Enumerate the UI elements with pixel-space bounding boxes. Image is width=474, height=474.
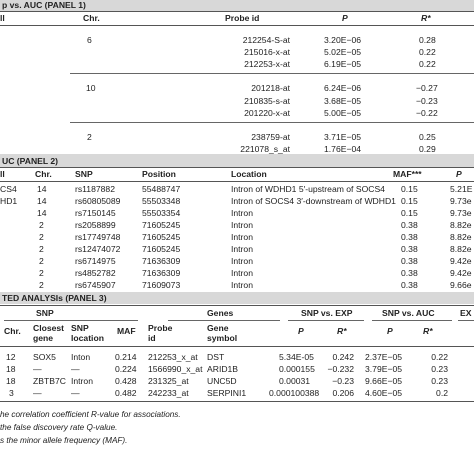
panel3-location: Intron [71,376,93,386]
panel3-location: — [71,388,80,398]
panel2-position: 71636309 [142,268,181,278]
panel2-maf: 0.38 [401,280,418,290]
panel1-probe: 212253-x-at [244,59,290,69]
panel3-probe: 242233_at [148,388,189,398]
panel3-maf: 0.482 [115,388,137,398]
panel2-chr: 14 [37,184,47,194]
panel3-r2: 0.22 [431,352,448,362]
panel1-p: 1.76E−04 [324,144,362,154]
panel1-r: 0.28 [419,35,436,45]
panel2-location: Intron [231,268,253,278]
panel1-header-probe: Probe id [225,13,260,23]
panel3-header-chr: Chr. [4,326,21,336]
panel3-gene: — [33,388,42,398]
panel1-probe: 210835-s-at [244,96,290,106]
panel2-location: Intron [231,244,253,254]
panel1-r: −0.23 [416,96,438,106]
panel3-header-p: P [298,326,304,336]
panel3-probe: 212253_x_at [148,352,198,362]
divider [0,25,474,26]
panel2-gene: HD1 [0,196,18,206]
panel2-location: Intron [231,256,253,266]
panel3-group-snp: SNP [36,308,54,318]
panel3-symbol: UNC5D [207,376,237,386]
panel1-group-chr: 2 [87,132,92,142]
panel2-snp: rs4852782 [75,268,116,278]
panel3-maf: 0.428 [115,376,137,386]
panel1-r: 0.22 [419,47,436,57]
panel2-snp: rs1187882 [75,184,115,194]
panel3-p2: 9.66E−05 [365,376,403,386]
panel2-location: Intron [231,232,253,242]
panel2-header-maf: MAF*** [393,169,422,179]
panel2-location: Intron [231,280,253,290]
panel3-header-closest: Closest [33,323,65,333]
panel3-r2: 0.23 [431,376,448,386]
panel3-group-snp-exp: SNP vs. EXP [301,308,353,318]
panel3-symbol: ARID1B [207,364,239,374]
panel3-header-location: location [71,333,104,343]
panel2-header-chr: Chr. [35,169,52,179]
panel2-maf: 0.15 [401,184,418,194]
panel3-gene: ZBTB7C [33,376,66,386]
panel2-maf: 0.38 [401,256,418,266]
panel2-chr: 2 [39,280,44,290]
panel2-location: Intron [231,208,253,218]
panel3-symbol: DST [207,352,225,362]
panel3-symbol: SERPINI1 [207,388,247,398]
panel1-r: 0.25 [419,132,436,142]
panel2-p: 8.82e [450,232,472,242]
panel1-r: −0.22 [416,108,438,118]
panel1-p: 3.71E−05 [324,132,362,142]
panel1-p: 5.02E−05 [324,47,362,57]
panel3-r2: 0.23 [431,364,448,374]
panel2-header-p: P [456,169,462,179]
panel3-chr: 12 [6,352,16,362]
panel3-maf: 0.214 [115,352,137,362]
footnote: the false discovery rate Q-value. [0,423,118,432]
panel3-header-location: SNP [71,323,89,333]
panel2-snp: rs7150145 [75,208,116,218]
panel3-header-gene: symbol [207,333,238,343]
panel1-probe: 201220-x-at [244,108,290,118]
divider [288,320,364,321]
panel1-r: −0.27 [416,83,438,93]
panel3-title: TED ANALYSIs (PANEL 3) [2,293,107,303]
divider [0,167,474,168]
panel1-group-chr: 6 [87,35,92,45]
panel3-p2: 2.37E−05 [365,352,403,362]
panel2-p: 8.82e [450,220,472,230]
panel2-title-bar [0,154,474,167]
panel2-location: Intron of SOCS4 3′-downstream of WDHD1 [231,196,396,206]
panel1-p: 3.20E−06 [324,35,362,45]
panel3-header-probe: id [148,333,156,343]
panel3-r: −0.232 [327,364,354,374]
panel2-chr: 2 [39,220,44,230]
panel3-gene: — [33,364,42,374]
panel2-header-snp: SNP [75,169,93,179]
divider [458,320,474,321]
panel2-p: 9.42e [450,268,472,278]
panel2-maf: 0.38 [401,220,418,230]
panel2-gene: CS4 [0,184,17,194]
panel3-header-p2: P [387,326,393,336]
panel2-location: Intron [231,220,253,230]
divider [4,320,138,321]
panel2-p: 9.73e [450,208,472,218]
panel2-snp: rs12474072 [75,244,121,254]
divider [70,73,474,74]
panel3-header-r2: R* [423,326,433,336]
panel1-title: p vs. AUC (PANEL 1) [2,0,86,10]
panel1-group-chr: 10 [86,83,96,93]
panel3-header-probe: Probe [148,323,173,333]
panel3-p: 5.34E-05 [279,352,314,362]
divider [0,401,474,402]
panel2-snp: rs6745907 [75,280,116,290]
panel3-probe: 1566990_x_at [148,364,203,374]
panel2-snp: rs2058899 [75,220,116,230]
panel3-p2: 4.60E−05 [365,388,403,398]
panel2-chr: 14 [37,208,47,218]
panel3-r: 0.206 [332,388,354,398]
divider [168,320,280,321]
panel3-r: −0.23 [332,376,354,386]
panel1-probe: 215016-x-at [244,47,290,57]
panel3-group-ex: EX [460,308,472,318]
divider [0,346,474,347]
panel1-p: 5.00E−05 [324,108,362,118]
panel3-p: 0.000155 [279,364,315,374]
divider [0,305,474,306]
panel1-probe: 238759-at [251,132,290,142]
panel3-header-maf: MAF [117,326,136,336]
panel3-chr: 3 [9,388,14,398]
panel3-p: 0.00031 [279,376,311,386]
panel3-probe: 231325_at [148,376,189,386]
panel2-maf: 0.38 [401,232,418,242]
panel2-snp: rs6714975 [75,256,116,266]
panel1-header-chr: Chr. [83,13,100,23]
panel2-snp: rs17749748 [75,232,121,242]
panel1-p: 6.24E−06 [324,83,362,93]
panel3-p: 0.000100388 [269,388,320,398]
panel2-position: 71605245 [142,232,181,242]
panel2-maf: 0.38 [401,244,418,254]
panel1-probe: 201218-at [251,83,290,93]
panel2-position: 71605245 [142,244,181,254]
panel3-header-closest: gene [33,333,54,343]
panel1-header-p: P [342,13,348,23]
panel2-maf: 0.38 [401,268,418,278]
panel2-header-col0: ll [0,169,5,179]
divider [372,320,452,321]
panel2-chr: 2 [39,232,44,242]
panel2-p: 9.73e [450,196,472,206]
panel2-p: 8.82e [450,244,472,254]
panel1-probe: 212254-S-at [242,35,290,45]
panel3-maf: 0.224 [115,364,137,374]
panel2-chr: 2 [39,256,44,266]
panel2-header-location: Location [231,169,267,179]
panel3-r2: 0.2 [436,388,448,398]
divider [0,11,474,12]
panel3-gene: SOX5 [33,352,56,362]
panel2-chr: 2 [39,244,44,254]
divider [70,122,474,123]
panel2-header-position: Position [142,169,176,179]
panel2-location: Intron of WDHD1 5′-upstream of SOCS4 [231,184,385,194]
panel2-position: 55503348 [142,196,181,206]
footnote: he correlation coefficient R-value for associations. [0,410,181,419]
panel3-group-genes: Genes [207,308,234,318]
panel2-snp: rs60805089 [75,196,121,206]
panel3-group-snp-auc: SNP vs. AUC [382,308,435,318]
panel2-position: 71605245 [142,220,181,230]
panel3-location: — [71,364,80,374]
panel1-r: 0.22 [419,59,436,69]
panel3-chr: 18 [6,376,16,386]
panel1-header-col0: ll [0,13,5,23]
panel2-maf: 0.15 [401,208,418,218]
panel1-p: 6.19E−05 [324,59,362,69]
panel3-location: Inton [71,352,91,362]
panel3-p2: 3.79E−05 [365,364,403,374]
panel2-chr: 2 [39,268,44,278]
panel3-header-gene: Gene [207,323,229,333]
panel3-header-r: R* [337,326,347,336]
panel1-p: 3.68E−05 [324,96,362,106]
panel2-position: 55503354 [142,208,181,218]
panel3-r: 0.242 [332,352,354,362]
divider [0,181,474,182]
panel2-p: 9.66e [450,280,472,290]
panel1-probe: 221078_s_at [240,144,290,154]
panel2-position: 71636309 [142,256,181,266]
panel2-position: 71609073 [142,280,181,290]
panel2-p: 9.42e [450,256,472,266]
panel2-maf: 0.15 [401,196,418,206]
footnote: s the minor allele frequency (MAF). [0,436,128,445]
panel2-position: 55488747 [142,184,181,194]
panel2-title: UC (PANEL 2) [2,156,59,166]
panel1-r: 0.29 [419,144,436,154]
panel1-header-r: R* [421,13,431,23]
panel3-chr: 18 [6,364,16,374]
panel2-p: 5.21E [450,184,473,194]
panel2-chr: 14 [37,196,47,206]
